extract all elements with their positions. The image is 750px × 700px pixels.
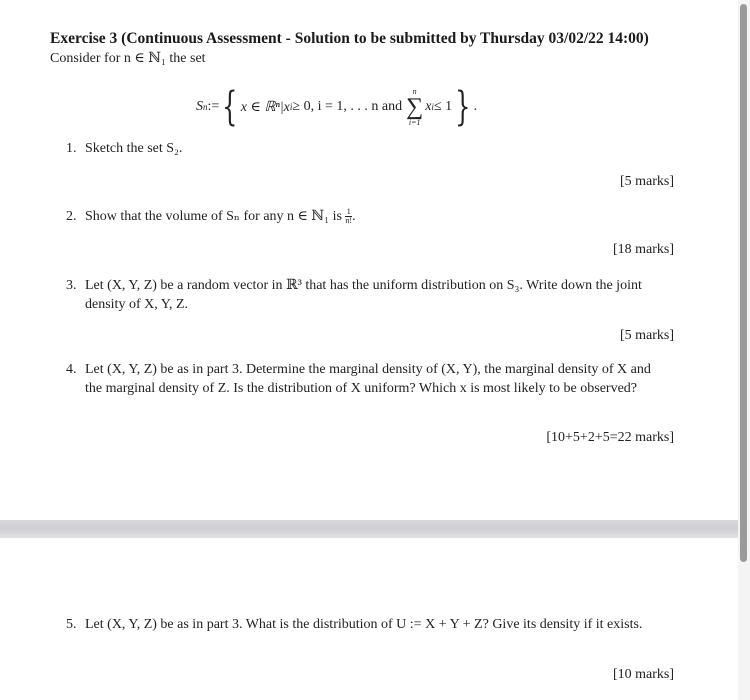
fraction-numerator: 1 <box>346 207 351 217</box>
question-2-marks: [18 marks] <box>612 242 674 257</box>
question-4-marks: [10+5+2+5=22 marks] <box>546 430 674 445</box>
intro-text: Consider for n ∈ ℕ₁ the set <box>50 51 206 66</box>
formula-assign: := <box>207 99 220 114</box>
question-1-marks: [5 marks] <box>619 174 674 189</box>
question-number: 2. <box>66 209 77 224</box>
sum-lower-limit: i=1 <box>408 118 421 127</box>
question-number: 1. <box>66 141 77 156</box>
exercise-title: Exercise 3 (Continuous Assessment - Solution to be submitted by Thursday 03/02/22 14:00) <box>50 30 649 47</box>
question-text <box>85 207 670 226</box>
question-text-main: Show that the volume of Sₙ for any n ∈ ℕ₁ is <box>85 209 342 224</box>
formula-lhs: S <box>196 99 203 114</box>
question-text: Let (X, Y, Z) be a random vector in ℝ³ that has the uniform distribution on S₃. Write down the joint density of X, Y, Z. <box>85 278 642 312</box>
summation-symbol: n ∑ i=1 <box>406 87 424 127</box>
sum-upper-limit: n <box>412 87 417 96</box>
question-3-marks: [5 marks] <box>619 328 674 343</box>
question-text: Sketch the set S₂. <box>85 141 183 156</box>
question-text: Let (X, Y, Z) be as in part 3. What is the distribution of U := X + Y + Z? Give its density if it exists. <box>85 617 643 632</box>
question-5-marks: [10 marks] <box>612 667 674 682</box>
sum-body: x <box>425 99 432 114</box>
scrollbar-thumb[interactable] <box>740 4 747 562</box>
fraction-denominator: n! <box>345 216 353 226</box>
sum-tail: ≤ 1 <box>433 99 453 114</box>
set-definition-formula: S n := { x ∈ ℝⁿ|x i ≥ 0, i = 1, . . . n and n ∑ i=1 x i ≤ 1 } . <box>196 84 478 130</box>
question-text-end: . <box>352 209 356 224</box>
question-number: 4. <box>66 362 77 377</box>
right-brace: } <box>455 84 471 130</box>
question-number: 3. <box>66 278 77 293</box>
formula-set-body: x ∈ ℝⁿ|x <box>240 99 290 115</box>
question-number: 5. <box>66 617 77 632</box>
formula-condition: ≥ 0, i = 1, . . . n and <box>292 99 403 114</box>
left-brace: { <box>222 84 238 130</box>
formula-lhs-subscript: n <box>203 102 208 112</box>
question-text: Let (X, Y, Z) be as in part 3. Determine the marginal density of (X, Y), the marginal density of X and the marginal density of Z. Is the distribution of X uniform? Which x is most likely to be observed? <box>85 362 651 396</box>
page-separator <box>0 520 738 538</box>
